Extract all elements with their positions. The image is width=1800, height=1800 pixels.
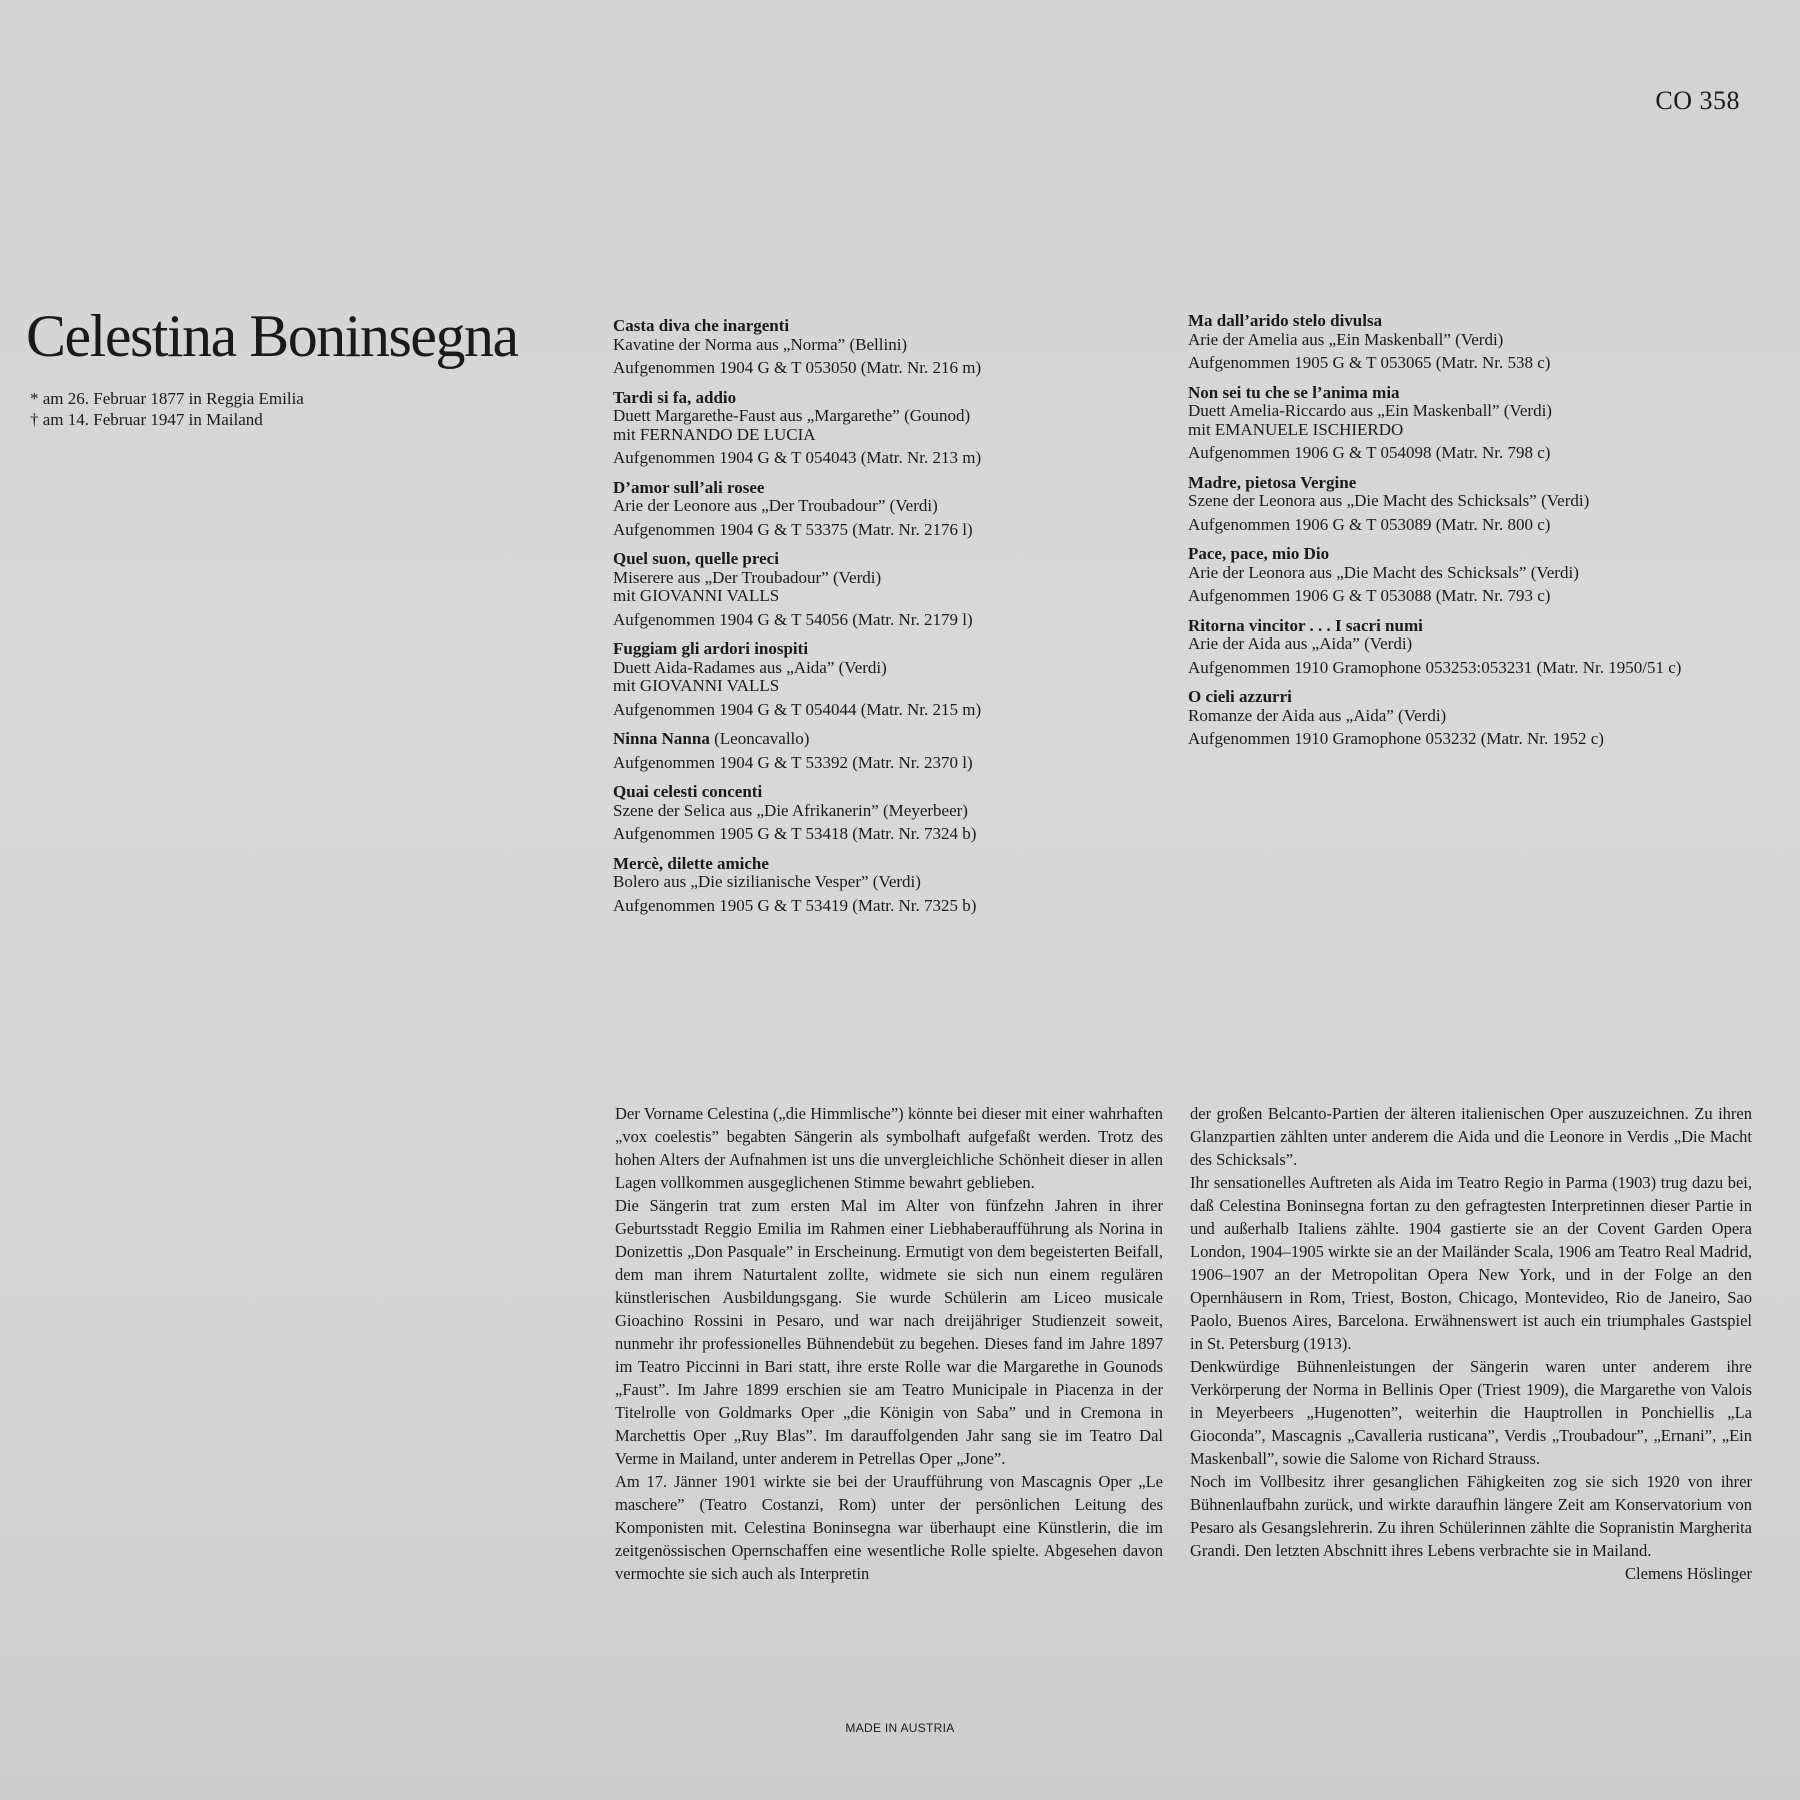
track-title: Ninna Nanna (613, 729, 710, 748)
birth-date: * am 26. Februar 1877 in Reggia Emilia (30, 389, 304, 408)
track-recording-info: Aufgenommen 1905 G & T 53419 (Matr. Nr. 7325 b) (613, 895, 977, 915)
bio-paragraph: Noch im Vollbesitz ihrer gesanglichen Fähigkeiten zog sie sich 1920 von ihrer Bühnenlaufbahn zurück, und wirkte daraufhin längere Zeit am Konservatorium von Pesaro als Gesangslehrerin. Zu ihren Schülerinnen zählte die Sopranistin Margherita Grandi. Den letzten Abschnitt ihres Lebens verbrachte sie in Mailand. (1190, 1472, 1752, 1560)
track-entry (1188, 545, 1748, 606)
track-title: D’amor sull’ali rosee (613, 477, 765, 497)
bio-paragraph: der großen Belcanto-Partien der älteren italienischen Oper auszuzeichnen. Zu ihren Glanzpartien zählten unter anderem die Aida und die Leonore in Verdis „Die Macht des Schicksals”. (1190, 1104, 1752, 1169)
track-title: Fuggiam gli ardori inospiti (613, 639, 809, 658)
track-recording-info: Aufgenommen 1904 G & T 53375 (Matr. Nr. 2176 l) (613, 519, 973, 539)
track-description: Romanze der Aida aus „Aida” (Verdi) (1188, 705, 1447, 725)
track-composer: (Leoncavallo) (709, 729, 810, 748)
track-description: mit GIOVANNI VALLS (613, 676, 780, 695)
track-title: Tardi si fa, addio (613, 387, 737, 407)
track-heading (613, 640, 1153, 659)
track-heading (613, 550, 1153, 569)
track-recording-info: Aufgenommen 1905 G & T 053065 (Matr. Nr. 538 c) (1188, 353, 1551, 372)
track-description: mit EMANUELE ISCHIERDO (1188, 419, 1404, 439)
track-entry (1188, 688, 1748, 749)
track-entry (613, 640, 1153, 719)
track-entry (1188, 474, 1748, 535)
track-entry (1188, 384, 1748, 463)
track-description: Bolero aus „Die sizilianische Vesper” (Verdi) (613, 872, 921, 891)
track-title: Casta diva che inargenti (613, 316, 790, 335)
track-entry (613, 855, 1153, 916)
track-description: Miserere aus „Der Troubadour” (Verdi) (613, 567, 882, 587)
bio-paragraph: Die Sängerin trat zum ersten Mal im Alter von fünfzehn Jahren in ihrer Geburtsstadt Reggio Emilia im Rahmen einer Liebhaberaufführung als Norina in Donizettis „Don Pasquale” in Erscheinung. Ermutigt von dem begeisterten Beifall, dem man ihrem Naturtalent zollte, widmete sie sich nun einem regulären künstlerischen Ausbildungsgang. Sie wurde Schülerin am Liceo musicale Gioachino Rossini in Pesaro, und war nach dreijähriger Studienzeit soweit, nunmehr ihr professionelles Bühnendebüt zu begehen. Dieses fand im Jahre 1897 im Teatro Piccinni in Bari statt, ihre erste Rolle war die Margarethe in Gounods „Faust”. Im Jahre 1899 erschien sie am Teatro Municipale in Piacenza in der Titelrolle von Goldmarks Oper „die Königin von Saba” und in Cremona in Marchettis Oper „Ruy Blas”. Im darauffolgenden Jahr sang sie im Teatro Dal Verme in Mailand, unter anderem in Petrellas Oper „Jone”. (615, 1196, 1163, 1468)
track-description: Arie der Aida aus „Aida” (Verdi) (1188, 634, 1413, 653)
track-recording-info: Aufgenommen 1904 G & T 53392 (Matr. Nr. 2370 l) (613, 752, 973, 772)
track-heading (1188, 312, 1748, 331)
track-heading (613, 479, 1153, 498)
track-title: Mercè, dilette amiche (613, 853, 769, 873)
catalog-number: CO 358 (1655, 86, 1740, 115)
track-recording-info: Aufgenommen 1904 G & T 054044 (Matr. Nr. 215 m) (613, 699, 982, 719)
track-entry (613, 783, 1153, 844)
track-recording-info: Aufgenommen 1906 G & T 053089 (Matr. Nr. 800 c) (1188, 514, 1551, 534)
track-description: Arie der Leonora aus „Die Macht des Schicksals” (Verdi) (1188, 562, 1579, 582)
track-description: Szene der Selica aus „Die Afrikanerin” (Meyerbeer) (613, 800, 968, 820)
track-title: Pace, pace, mio Dio (1188, 544, 1330, 563)
track-heading (1188, 474, 1748, 493)
track-recording-info: Aufgenommen 1904 G & T 54056 (Matr. Nr. 2179 l) (613, 609, 973, 629)
track-heading (613, 389, 1153, 408)
track-recording-info: Aufgenommen 1905 G & T 53418 (Matr. Nr. 7324 b) (613, 824, 977, 843)
track-entry (1188, 617, 1748, 678)
track-heading (613, 855, 1153, 874)
bio-paragraph: Der Vorname Celestina („die Himmlische”) könnte bei dieser mit einer wahrhaften „vox coelestis” begabten Sängerin als symbolhaft aufgefaßt werden. Trotz des hohen Alters der Aufnahmen ist uns die unvergleichliche Schönheit dieser in allen Lagen vollkommen ausgeglichenen Stimme bewahrt geblieben. (615, 1104, 1163, 1192)
author-signature: Clemens Höslinger (1625, 1564, 1752, 1583)
track-heading (613, 730, 1153, 749)
track-heading (1188, 688, 1748, 707)
track-heading (1188, 545, 1748, 564)
artist-dates (30, 388, 304, 430)
bio-paragraph: Am 17. Jänner 1901 wirkte sie bei der Uraufführung von Mascagnis Oper „Le maschere” (Teatro Costanzi, Rom) unter der persönlichen Leitung des Komponisten mit. Celestina Boninsegna war überhaupt eine Künstlerin, die im zeitgenössischen Opernschaffen eine wesentliche Rolle spielte. Abgesehen davon vermochte sie sich auch als Interpretin (615, 1472, 1163, 1583)
track-title: O cieli azzurri (1188, 687, 1292, 706)
track-description: Kavatine der Norma aus „Norma” (Bellini) (613, 334, 908, 354)
track-entry (613, 317, 1153, 378)
track-title: Madre, pietosa Vergine (1188, 472, 1357, 492)
track-list-right (1188, 312, 1748, 760)
track-entry (613, 479, 1153, 540)
track-description: Duett Amelia-Riccardo aus „Ein Maskenball” (Verdi) (1188, 401, 1552, 420)
track-heading (613, 317, 1153, 336)
track-recording-info: Aufgenommen 1910 Gramophone 053232 (Matr. Nr. 1952 c) (1188, 729, 1604, 748)
track-description: Duett Aida-Radames aus „Aida” (Verdi) (613, 657, 887, 677)
bio-paragraph: Ihr sensationelles Auftreten als Aida im Teatro Regio in Parma (1903) trug dazu bei, daß Celestina Boninsegna fortan zu den gefragtesten Interpretinnen dieser Partie in und außerhalb Italiens zählte. 1904 gastierte sie an der Covent Garden Opera London, 1904–1905 wirkte sie an der Mailänder Scala, 1906 am Teatro Real Madrid, 1906–1907 an der Metropolitan Opera New York, und in der Folge an den Opernhäusern in Rom, Triest, Boston, Chicago, Montevideo, Rio de Janeiro, Sao Paolo, Buenos Aires, Barcelona. Erwähnenswert ist auch ein triumphales Gastspiel in St. Petersburg (1913). (1190, 1173, 1752, 1353)
track-title: Ma dall’arido stelo divulsa (1188, 311, 1383, 330)
track-title: Ritorna vincitor . . . I sacri numi (1188, 615, 1423, 635)
track-description: Arie der Amelia aus „Ein Maskenball” (Verdi) (1188, 329, 1504, 349)
track-description: mit FERNANDO DE LUCIA (613, 424, 816, 444)
track-recording-info: Aufgenommen 1904 G & T 054043 (Matr. Nr. 213 m) (613, 448, 982, 467)
death-date: † am 14. Februar 1947 in Mailand (30, 410, 263, 429)
artist-name: Celestina Boninsegna (26, 303, 518, 369)
track-recording-info: Aufgenommen 1906 G & T 053088 (Matr. Nr. 793 c) (1188, 586, 1551, 605)
track-entry (613, 550, 1153, 629)
track-title: Quel suon, quelle preci (613, 549, 779, 568)
track-list-left (613, 317, 1153, 926)
track-heading (1188, 384, 1748, 403)
track-description: Duett Margarethe-Faust aus „Margarethe” (Gounod) (613, 406, 971, 425)
track-recording-info: Aufgenommen 1910 Gramophone 053253:053231 (Matr. Nr. 1950/51 c) (1188, 657, 1682, 677)
bio-paragraph: Denkwürdige Bühnenleistungen der Sängerin waren unter anderem ihre Verkörperung der Norma in Bellinis Oper (Triest 1909), die Margarethe von Valois in Meyerbeers „Hugenotten”, weiterhin die Hauptrollen in Ponchiellis „La Gioconda”, Mascagnis „Cavalleria rusticana”, Verdis „Troubadour”, „Ernani”, „Ein Maskenball”, sowie die Salome von Richard Strauss. (1190, 1357, 1752, 1468)
track-title: Non sei tu che se l’anima mia (1188, 382, 1400, 402)
track-heading (613, 783, 1153, 802)
track-heading (1188, 617, 1748, 636)
track-entry (613, 730, 1153, 772)
biography-left-column (615, 1102, 1163, 1585)
track-description: Arie der Leonore aus „Der Troubadour” (Verdi) (613, 496, 938, 515)
track-entry (1188, 312, 1748, 373)
track-recording-info: Aufgenommen 1906 G & T 054098 (Matr. Nr. 798 c) (1188, 443, 1551, 462)
track-description: Szene der Leonora aus „Die Macht des Schicksals” (Verdi) (1188, 491, 1590, 510)
biography-right-column (1190, 1102, 1752, 1585)
track-title: Quai celesti concenti (613, 782, 763, 801)
track-entry (613, 389, 1153, 468)
track-recording-info: Aufgenommen 1904 G & T 053050 (Matr. Nr. 216 m) (613, 358, 982, 377)
made-in-label: MADE IN AUSTRIA (845, 1721, 955, 1735)
track-description: mit GIOVANNI VALLS (613, 586, 780, 605)
